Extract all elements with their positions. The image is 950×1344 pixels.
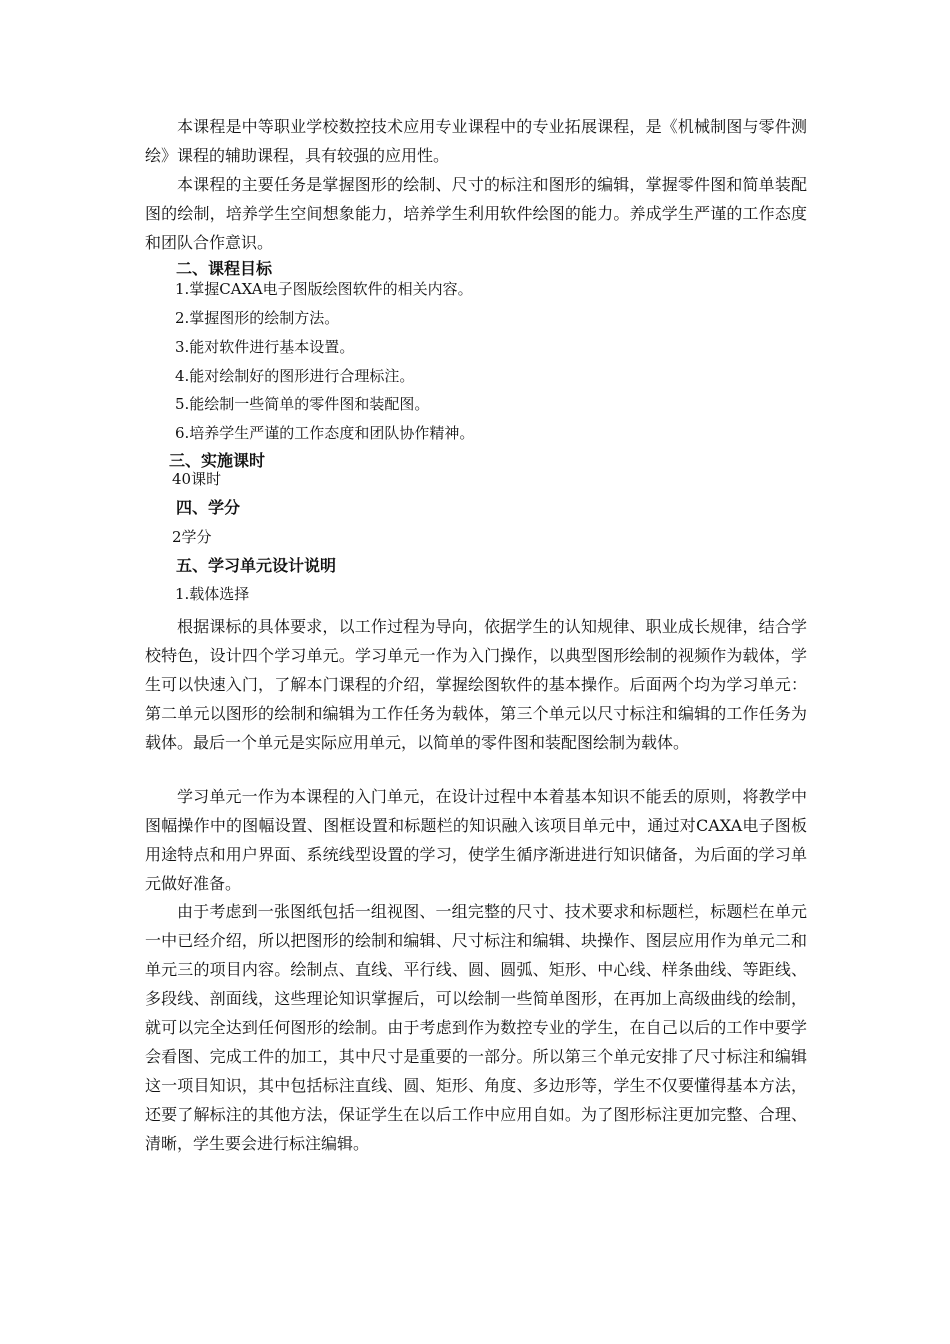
unit-design-paragraph-1: 根据课标的具体要求，以工作过程为导向，依据学生的认知规律、职业成长规律，结合学校特色，设计四个学习单元。学习单元一作为入门操作，以典型图形绘制的视频作为载体，学生可以快速入门，了解本门课程的介绍，掌握绘图软件的基本操作。后面两个均为学习单元：第二单元以图形的绘制和编辑为工作任务为载体，第三个单元以尺寸标注和编辑的工作任务为载体。最后一个单元是实际应用单元，以简单的零件图和装配图绘制为载体。 — [145, 617, 807, 752]
subheading-carrier-selection: 1.载体选择 — [175, 585, 250, 603]
objective-item: 5.能绘制一些简单的零件图和装配图。 — [175, 395, 430, 413]
objective-item: 2.掌握图形的绘制方法。 — [175, 309, 340, 327]
credits-value: 2学分 — [172, 528, 212, 546]
objective-item: 1.掌握CAXA电子图版绘图软件的相关内容。 — [175, 280, 473, 298]
hours-value: 40课时 — [172, 470, 222, 488]
objective-item: 4.能对绘制好的图形进行合理标注。 — [175, 367, 415, 385]
objective-item: 6.培养学生严谨的工作态度和团队协作精神。 — [175, 424, 475, 442]
section-heading-credits: 四、学分 — [176, 498, 241, 517]
intro-paragraph-1: 本课程是中等职业学校数控技术应用专业课程中的专业拓展课程，是《机械制图与零件测绘》课程的辅助课程，具有较强的应用性。 — [145, 117, 807, 165]
unit-design-paragraph-2: 学习单元一作为本课程的入门单元，在设计过程中本着基本知识不能丢的原则，将教学中图幅操作中的图幅设置、图框设置和标题栏的知识融入该项目单元中，通过对CAXA电子图板用途特点和用户界面、系统线型设置的学习，使学生循序渐进进行知识储备，为后面的学习单元做好准备。 — [145, 787, 807, 893]
objective-item: 3.能对软件进行基本设置。 — [175, 338, 355, 356]
section-heading-unit-design: 五、学习单元设计说明 — [176, 556, 337, 575]
section-heading-hours: 三、实施课时 — [169, 451, 266, 470]
unit-design-paragraph-3: 由于考虑到一张图纸包括一组视图、一组完整的尺寸、技术要求和标题栏，标题栏在单元一中已经介绍，所以把图形的绘制和编辑、尺寸标注和编辑、块操作、图层应用作为单元二和单元三的项目内容。绘制点、直线、平行线、圆、圆弧、矩形、中心线、样条曲线、等距线、多段线、剖面线，这些理论知识掌握后，可以绘制一些简单图形，在再加上高级曲线的绘制，就可以完全达到任何图形的绘制。由于考虑到作为数控专业的学生，在自己以后的工作中要学会看图、完成工件的加工，其中尺寸是重要的一部分。所以第三个单元安排了尺寸标注和编辑这一项目知识，其中包括标注直线、圆、矩形、角度、多边形等，学生不仅要懂得基本方法，还要了解标注的其他方法，保证学生在以后工作中应用自如。为了图形标注更加完整、合理、清晰，学生要会进行标注编辑。 — [145, 902, 807, 1153]
section-heading-objectives: 二、课程目标 — [176, 259, 273, 278]
intro-paragraph-2: 本课程的主要任务是掌握图形的绘制、尺寸的标注和图形的编辑，掌握零件图和简单装配图的绘制，培养学生空间想象能力，培养学生利用软件绘图的能力。养成学生严谨的工作态度和团队合作意识。 — [145, 175, 807, 252]
